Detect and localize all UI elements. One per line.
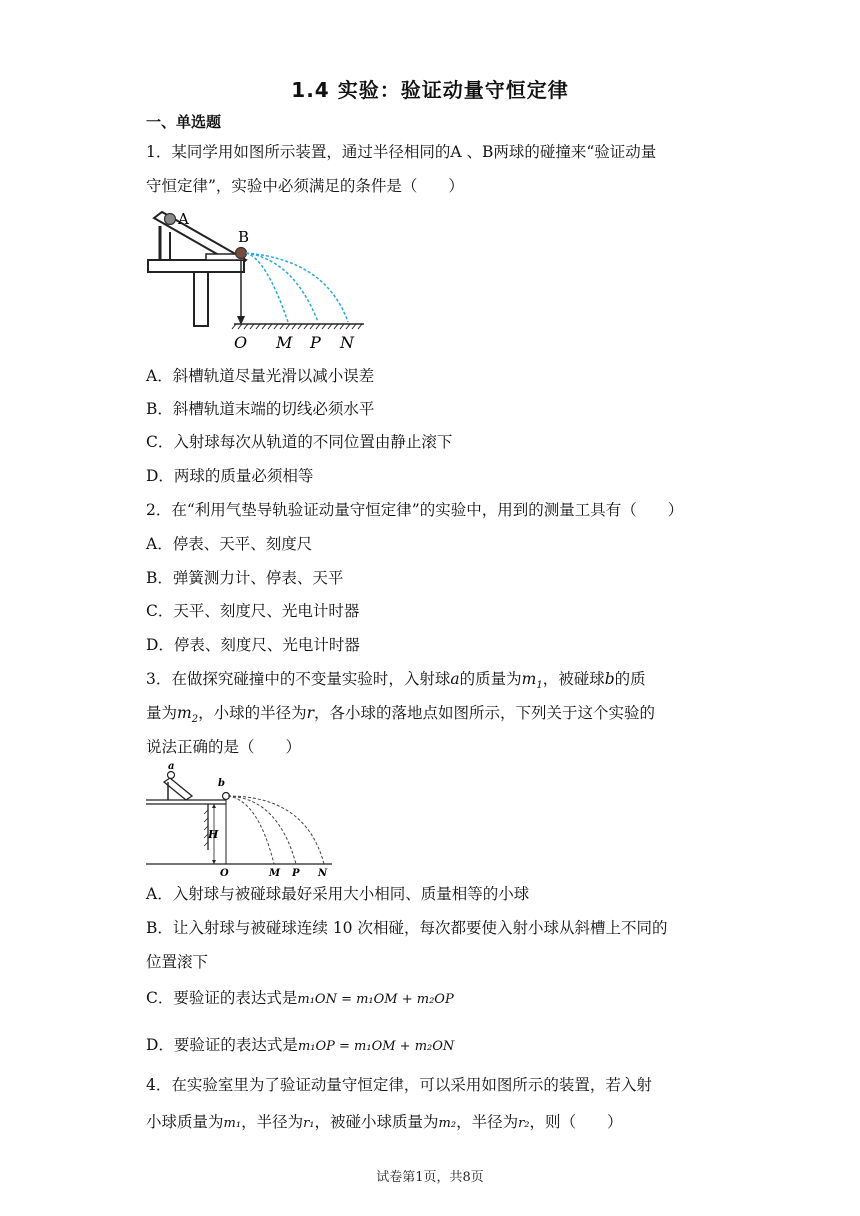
q2-option-d: D．停表、刻度尺、光电计时器 — [146, 636, 360, 654]
q3-option-c-formula: m₁ON = m₁OM + m₂OP — [297, 992, 454, 1007]
q3-option-d-formula: m₁OP = m₁OM + m₂ON — [297, 1039, 455, 1054]
q4-stem-line-1: 4．在实验室里为了验证动量守恒定律，可以采用如图所示的装置，若入射 — [146, 1076, 652, 1094]
q3-option-c — [146, 988, 454, 1010]
q1-option-d: D．两球的质量必须相等 — [146, 467, 314, 485]
q3-text: 量为 — [146, 704, 178, 722]
q2-option-b: B．弹簧测力计、停表、天平 — [146, 569, 344, 587]
var-r2: r₂ — [518, 1116, 530, 1131]
ball-a-icon — [168, 772, 175, 779]
label-m: M — [276, 333, 293, 352]
q4-text: 小球质量为 — [146, 1113, 224, 1131]
q1-stem-line-1: 1．某同学用如图所示装置，通过半径相同的A 、B两球的碰撞来“验证动量 — [146, 143, 657, 161]
var-m1: m — [521, 670, 537, 688]
var-m1: m₁ — [223, 1116, 242, 1131]
ball-b-icon — [236, 248, 247, 259]
q3-option-b-line-1: B．让入射球与被碰球连续 10 次相碰，每次都要使入射小球从斜槽上不同的 — [146, 919, 668, 937]
q3-text: 3．在做探究碰撞中的不变量实验时，入射球 — [146, 670, 451, 688]
var-a: a — [450, 670, 460, 688]
label-a: a — [168, 761, 175, 772]
label-b: b — [218, 778, 225, 789]
q3-text: ，被碰球 — [542, 670, 605, 688]
label-n: N — [318, 868, 328, 878]
q1-option-c: C．入射球每次从轨道的不同位置由静止滚下 — [146, 433, 453, 451]
label-h: H — [208, 828, 219, 841]
q4-text: ，被碰小球质量为 — [314, 1113, 439, 1131]
label-n: N — [340, 333, 354, 352]
label-p: P — [310, 333, 321, 352]
var-r1: r₁ — [303, 1116, 315, 1131]
q1-option-a: A．斜槽轨道尽量光滑以减小误差 — [146, 367, 375, 385]
label-o: O — [220, 868, 229, 878]
q1-figure-apparatus — [146, 206, 368, 354]
var-m1-sub: 1 — [536, 680, 543, 692]
page-footer: 试卷第1页，共8页 — [376, 1170, 484, 1185]
q3-option-d-text: D．要验证的表达式是 — [146, 1036, 298, 1054]
q4-text: ，半径为 — [456, 1113, 519, 1131]
q4-stem-line-2 — [146, 1112, 623, 1134]
q4-text: ，半径为 — [241, 1113, 304, 1131]
q3-stem-line-1 — [146, 669, 646, 696]
var-m2: m₂ — [438, 1116, 457, 1131]
page-title: 1.4 实验：验证动量守恒定律 — [291, 78, 569, 102]
q3-stem-line-3: 说法正确的是（ ） — [146, 738, 302, 756]
q1-option-b: B．斜槽轨道末端的切线必须水平 — [146, 400, 375, 418]
q3-text: ，小球的半径为 — [198, 704, 307, 722]
var-m2-sub: 2 — [191, 714, 199, 726]
var-m2: m — [177, 704, 192, 722]
q3-option-a: A．入射球与被碰球最好采用大小相同、质量相等的小球 — [146, 885, 530, 903]
q1-stem-line-2: 守恒定律”，实验中必须满足的条件是（ ） — [146, 177, 464, 195]
ball-a-icon — [165, 214, 176, 225]
var-r: r — [306, 704, 315, 722]
q3-figure-apparatus — [146, 760, 336, 878]
label-a: A — [178, 210, 189, 228]
q3-stem-line-2 — [146, 703, 655, 730]
q2-option-a: A．停表、天平、刻度尺 — [146, 535, 313, 553]
q3-option-b-line-2: 位置滚下 — [146, 953, 209, 971]
label-p: P — [292, 868, 300, 878]
label-b: B — [238, 228, 250, 246]
q4-text: ，则（ ） — [529, 1113, 623, 1131]
q3-option-d — [146, 1035, 454, 1057]
label-m: M — [269, 868, 281, 878]
label-o: O — [234, 333, 248, 352]
q3-text: 的质量为 — [459, 670, 522, 688]
q2-stem: 2．在“利用气垫导轨验证动量守恒定律”的实验中，用到的测量工具有（ ） — [146, 501, 684, 519]
q2-option-c: C．天平、刻度尺、光电计时器 — [146, 602, 360, 620]
q3-text: ，各小球的落地点如图所示，下列关于这个实验的 — [314, 704, 656, 722]
q3-option-c-text: C．要验证的表达式是 — [146, 989, 298, 1007]
section-heading: 一、单选题 — [146, 113, 222, 131]
var-b: b — [604, 670, 615, 688]
q3-text: 的质 — [614, 670, 646, 688]
